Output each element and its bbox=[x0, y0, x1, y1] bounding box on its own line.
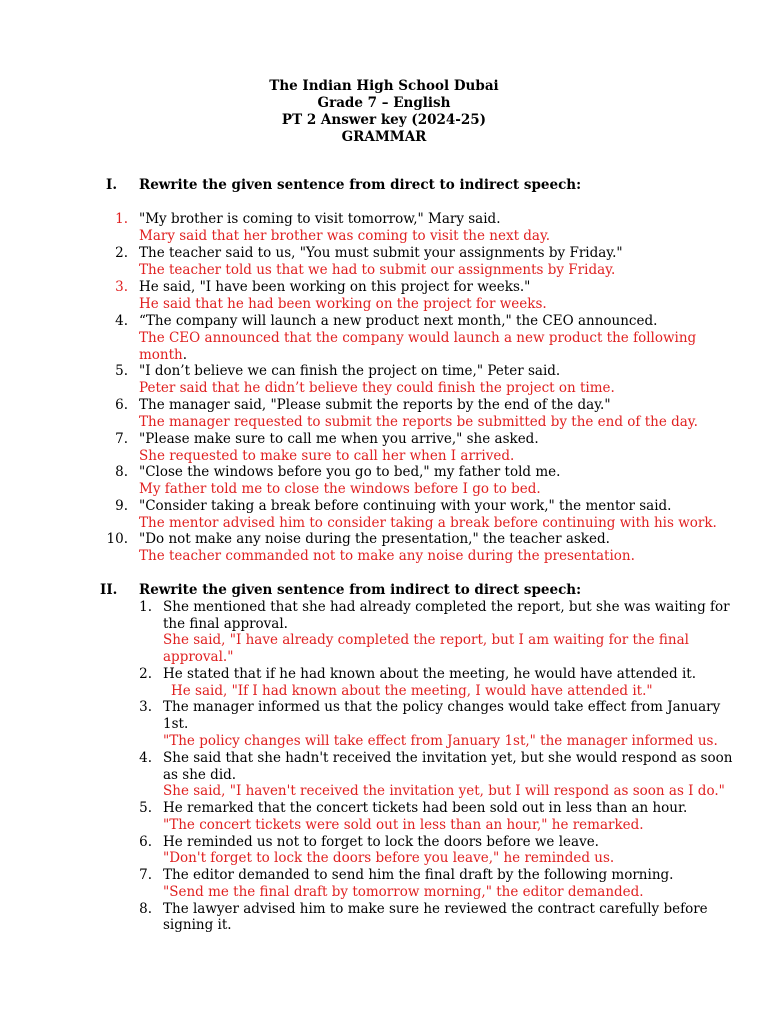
question-text-continued: signing it. bbox=[163, 917, 232, 933]
question-text: "Close the windows before you go to bed," my father told me. bbox=[139, 464, 561, 480]
item-number: 2. bbox=[139, 666, 152, 682]
answer-text: She said, "I haven't received the invitation yet, but I will respond as soon as I do." bbox=[163, 783, 725, 799]
item-number: 9. bbox=[115, 498, 128, 514]
answer-text: The teacher commanded not to make any noise during the presentation. bbox=[139, 548, 635, 564]
item-number: 1. bbox=[115, 211, 128, 227]
question-text: "Please make sure to call me when you arrive," she asked. bbox=[139, 431, 539, 447]
answer-text: Mary said that her brother was coming to visit the next day. bbox=[139, 228, 551, 244]
answer-text: "Send me the final draft by tomorrow morning," the editor demanded. bbox=[163, 884, 644, 900]
item-number: 6. bbox=[115, 397, 128, 413]
item-number: 4. bbox=[139, 750, 152, 766]
question-text: The manager informed us that the policy changes would take effect from January bbox=[163, 699, 721, 715]
item-number: 1. bbox=[139, 599, 152, 615]
question-text: He stated that if he had known about the meeting, he would have attended it. bbox=[163, 666, 696, 682]
answer-text: She requested to make sure to call her when I arrived. bbox=[139, 448, 515, 464]
question-text-continued: as she did. bbox=[163, 767, 237, 783]
answer-text: My father told me to close the windows before I go to bed. bbox=[139, 481, 541, 497]
section-heading: GRAMMAR bbox=[341, 129, 427, 145]
item-number: 7. bbox=[139, 867, 152, 883]
item-number: 2. bbox=[115, 245, 128, 261]
answer-text: She said, "I have already completed the report, but I am waiting for the final bbox=[163, 632, 689, 648]
section-1-title: Rewrite the given sentence from direct to indirect speech: bbox=[139, 177, 582, 193]
question-text: "My brother is coming to visit tomorrow," Mary said. bbox=[139, 211, 501, 227]
answer-text: He said, "If I had known about the meeting, I would have attended it." bbox=[171, 683, 653, 699]
question-text: She mentioned that she had already completed the report, but she was waiting for bbox=[163, 599, 730, 615]
question-text: "Do not make any noise during the presentation," the teacher asked. bbox=[139, 531, 610, 547]
question-text: He said, "I have been working on this project for weeks." bbox=[139, 279, 531, 295]
item-number: 3. bbox=[115, 279, 128, 295]
answer-text: He said that he had been working on the project for weeks. bbox=[139, 296, 547, 312]
section-2-title: Rewrite the given sentence from indirect to direct speech: bbox=[139, 582, 582, 598]
document-header bbox=[0, 78, 768, 146]
question-text: The teacher said to us, "You must submit your assignments by Friday." bbox=[139, 245, 623, 261]
item-number: 3. bbox=[139, 699, 152, 715]
item-number: 5. bbox=[139, 800, 152, 816]
question-text: He reminded us not to forget to lock the doors before we leave. bbox=[163, 834, 599, 850]
grade-subject: Grade 7 – English bbox=[317, 95, 451, 111]
answer-text-continued bbox=[139, 347, 187, 364]
answer-text: The manager requested to submit the reports be submitted by the end of the day. bbox=[139, 414, 698, 430]
question-text: The manager said, "Please submit the reports by the end of the day." bbox=[139, 397, 611, 413]
question-text: "Consider taking a break before continuing with your work," the mentor said. bbox=[139, 498, 672, 514]
question-text: “The company will launch a new product next month," the CEO announced. bbox=[139, 313, 658, 329]
question-text-continued: 1st. bbox=[163, 716, 189, 732]
item-number: 8. bbox=[139, 901, 152, 917]
answer-text: Peter said that he didn’t believe they could finish the project on time. bbox=[139, 380, 615, 396]
item-number: 7. bbox=[115, 431, 128, 447]
section-1-number: I. bbox=[106, 177, 118, 193]
item-number: 8. bbox=[115, 464, 128, 480]
answer-text: "The concert tickets were sold out in less than an hour," he remarked. bbox=[163, 817, 644, 833]
question-text: She said that she hadn't received the invitation yet, but she would respond as soon bbox=[163, 750, 733, 766]
school-name: The Indian High School Dubai bbox=[269, 78, 499, 94]
item-number: 5. bbox=[115, 363, 128, 379]
item-number: 10. bbox=[106, 531, 128, 547]
question-text: The editor demanded to send him the final draft by the following morning. bbox=[163, 867, 674, 883]
answer-text: The teacher told us that we had to submit our assignments by Friday. bbox=[139, 262, 616, 278]
item-number: 6. bbox=[139, 834, 152, 850]
answer-text-continued: approval." bbox=[163, 649, 234, 665]
answer-text: The CEO announced that the company would launch a new product the following bbox=[139, 330, 697, 346]
test-title: PT 2 Answer key (2024-25) bbox=[281, 112, 487, 128]
question-text: "I don’t believe we can finish the project on time," Peter said. bbox=[139, 363, 561, 379]
answer-text: "The policy changes will take effect from January 1st," the manager informed us. bbox=[163, 733, 718, 749]
item-number: 4. bbox=[115, 313, 128, 329]
answer-text: The mentor advised him to consider taking a break before continuing with his work. bbox=[139, 515, 717, 531]
answer-text: "Don't forget to lock the doors before you leave," he reminded us. bbox=[163, 850, 615, 866]
answer-word: month bbox=[139, 347, 183, 363]
question-text-continued: the final approval. bbox=[163, 616, 288, 632]
question-text: He remarked that the concert tickets had been sold out in less than an hour. bbox=[163, 800, 688, 816]
answer-punctuation: . bbox=[182, 347, 188, 363]
question-text: The lawyer advised him to make sure he reviewed the contract carefully before bbox=[163, 901, 708, 917]
section-2-number: II. bbox=[100, 582, 118, 598]
